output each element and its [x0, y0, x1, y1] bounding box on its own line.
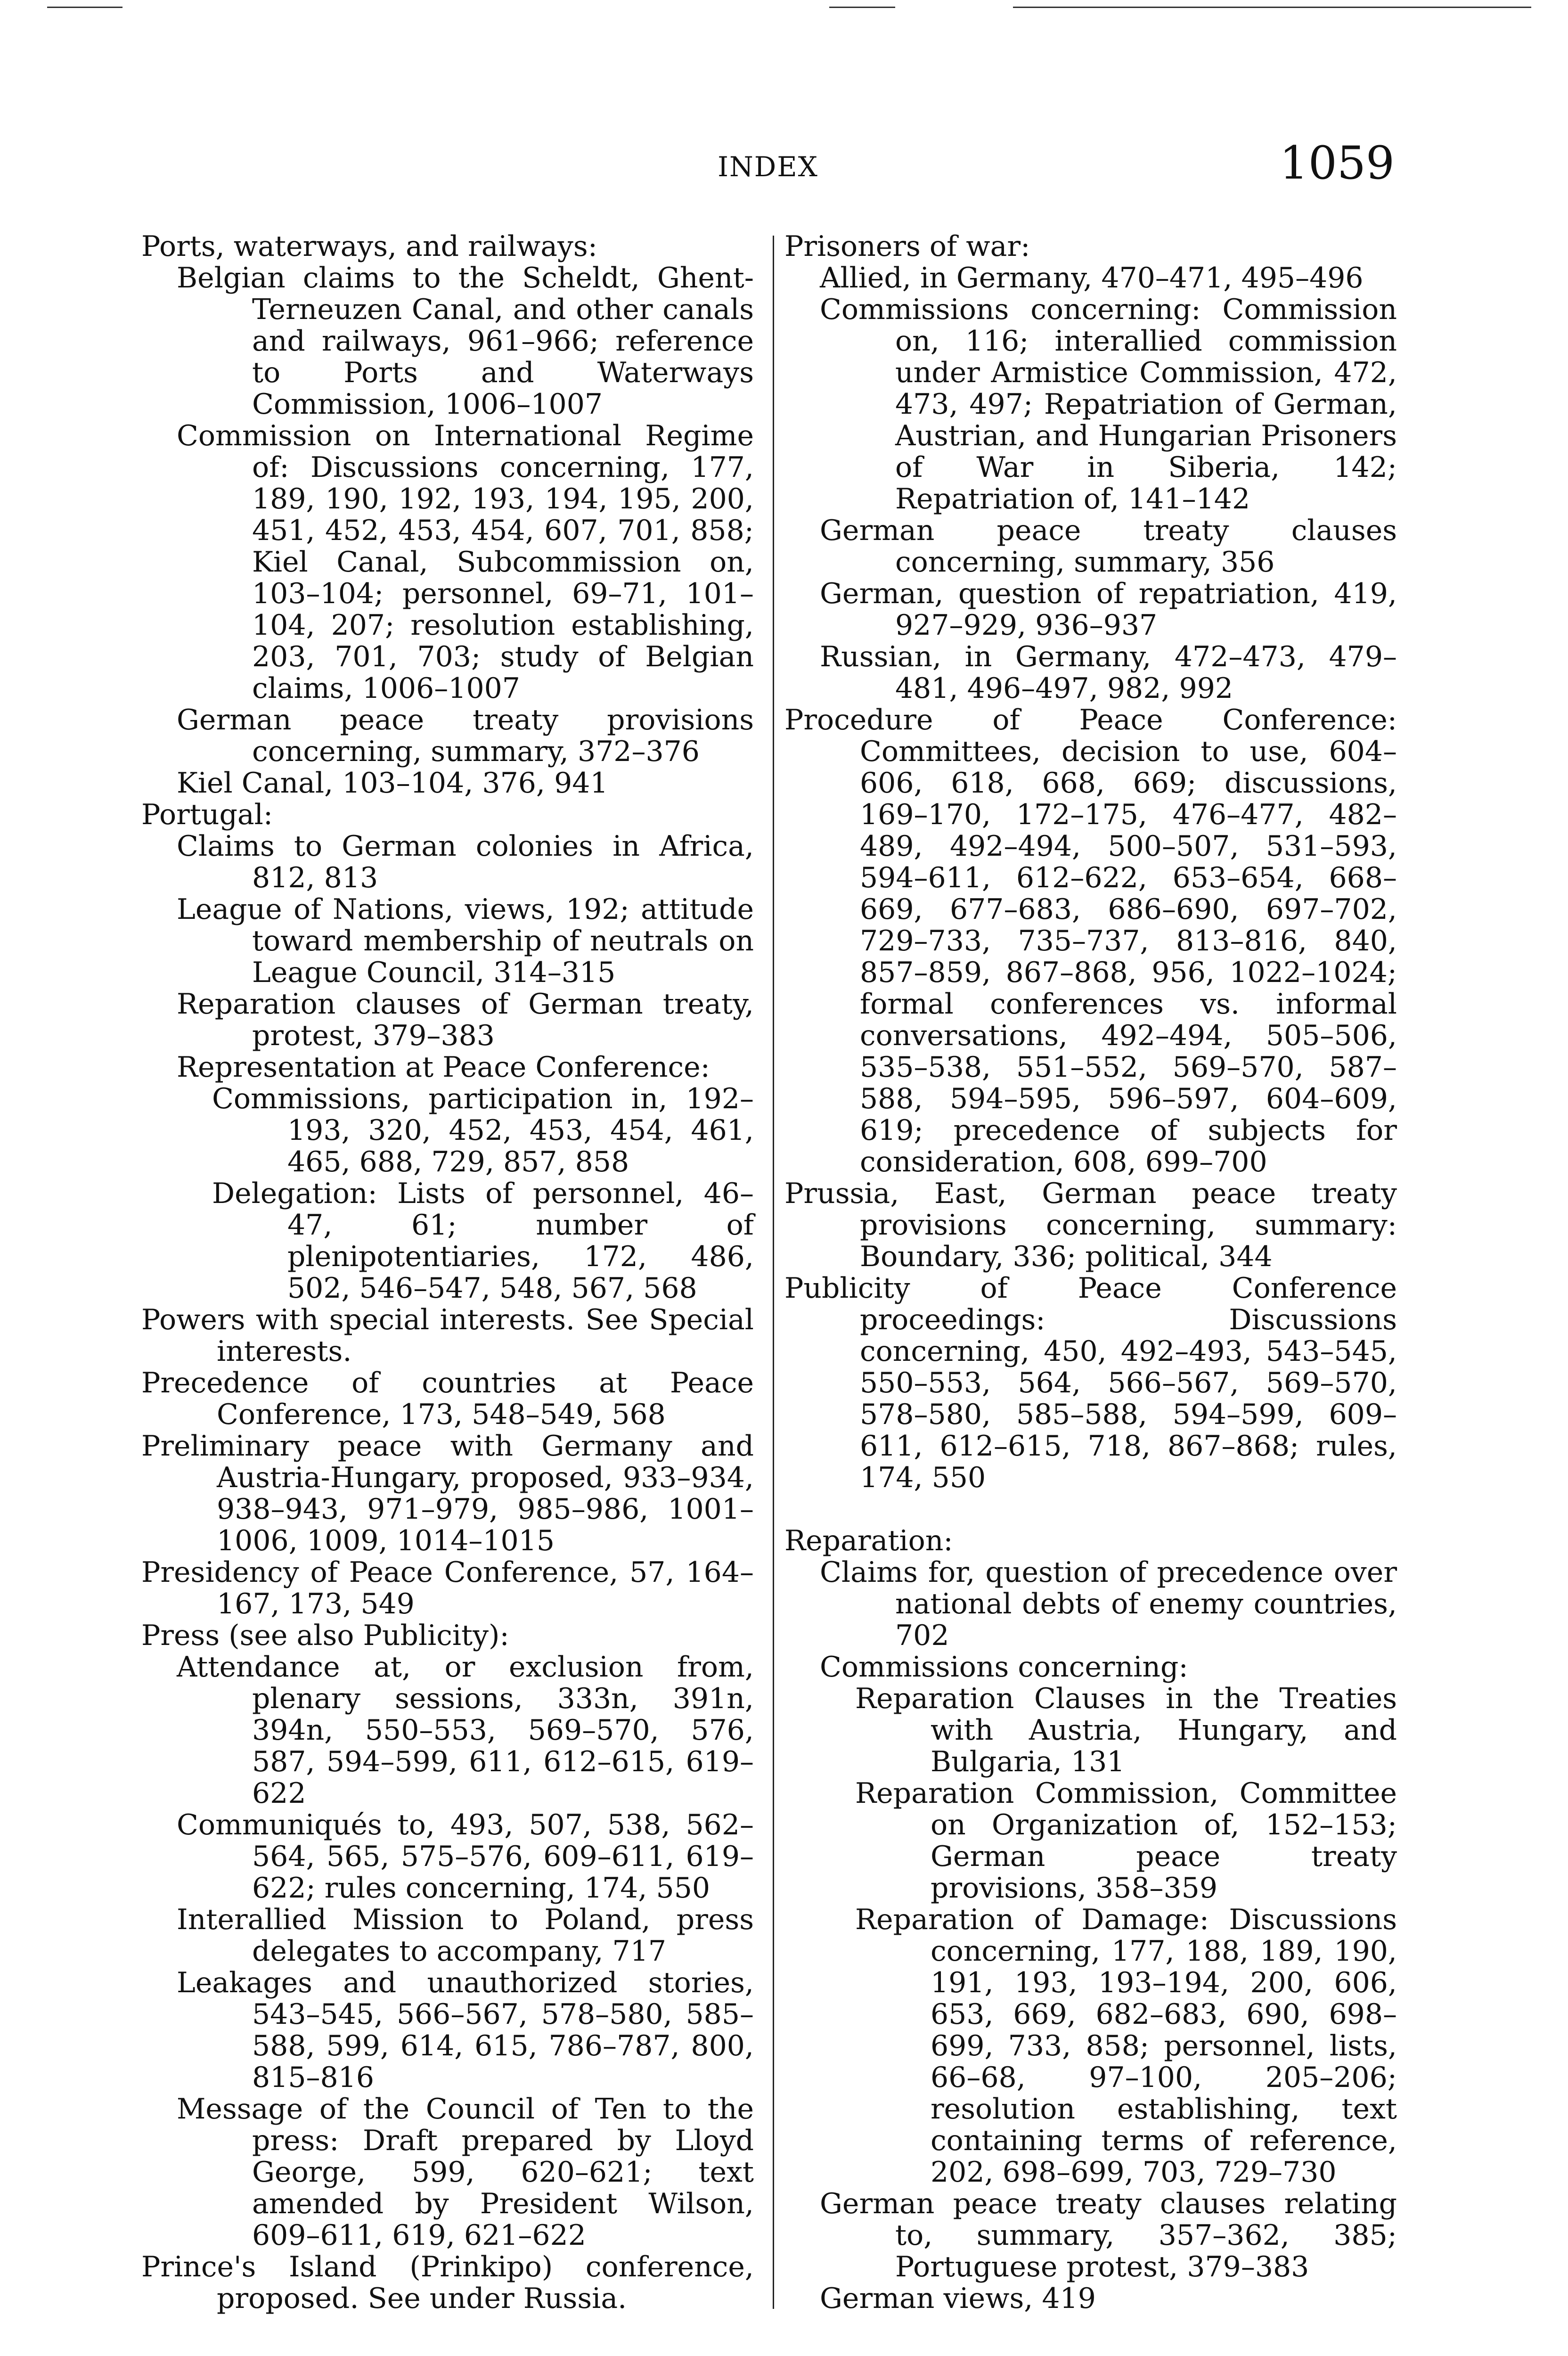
index-subentry: German peace treaty clauses relating to, summary, 357–362, 385; Portuguese protest, 379–383 [820, 2187, 1397, 2283]
column-divider [773, 236, 774, 2309]
index-subentry: Reparation of Damage: Discussions concerning, 177, 188, 189, 190, 191, 193, 193–194, 200, 606, 653, 669, 682–683, 690, 698–699, 733, 858; personnel, lists, 66–68, 97–100, 205–206; resolution establishing, text containing terms of reference, 202, 698–699, 703, 729–730 [855, 1903, 1397, 2189]
index-heading: Portugal: [141, 798, 273, 831]
index-heading: Reparation: [784, 1524, 953, 1557]
index-subentry: Kiel Canal, 103–104, 376, 941 [177, 767, 608, 800]
left-column [141, 231, 754, 2315]
index-subentry: German views, 419 [820, 2282, 1096, 2315]
index-subentry: Russian, in Germany, 472–473, 479–481, 496–497, 982, 992 [820, 640, 1397, 705]
index-subentry: Claims for, question of precedence over national debts of enemy countries, 702 [820, 1556, 1397, 1652]
index-heading: Press (see also Publicity): [141, 1619, 509, 1652]
index-subentry: Reparation Clauses in the Treaties with Austria, Hungary, and Bulgaria, 131 [855, 1682, 1397, 1778]
entry-gap [784, 1494, 1397, 1525]
index-heading: Prussia, East, German peace treaty provisions concerning, summary: Boundary, 336; political, 344 [784, 1177, 1397, 1273]
index-heading: Presidency of Peace Conference, 57, 164–167, 173, 549 [141, 1556, 754, 1620]
index-subentry: German, question of repatriation, 419, 927–929, 936–937 [820, 577, 1397, 642]
running-header [141, 137, 1395, 203]
index-subentry: Leakages and unauthorized stories, 543–545, 566–567, 578–580, 585–588, 599, 614, 615, 786–787, 800, 815–816 [177, 1966, 754, 2094]
index-subentry: Commissions, participation in, 192–193, 320, 452, 453, 454, 461, 465, 688, 729, 857, 858 [212, 1082, 754, 1178]
index-heading: Precedence of countries at Peace Conference, 173, 548–549, 568 [141, 1366, 754, 1431]
index-heading: Powers with special interests. See Special interests. [141, 1303, 754, 1368]
index-subentry: Belgian claims to the Scheldt, Ghent-Terneuzen Canal, and other canals and railways, 961–966; reference to Ports and Waterways Commission, 1006–1007 [177, 262, 754, 421]
index-subentry: League of Nations, views, 192; attitude toward membership of neutrals on League Council, 314–315 [177, 893, 754, 989]
index-subentry: Commissions concerning: Commission on, 116; interallied commission under Armistice Commission, 472, 473, 497; Repatriation of German, Austrian, and Hungarian Prisoners of War in Siberia, 142; Repatriation of, 141–142 [820, 293, 1397, 515]
index-heading: Prisoners of war: [784, 230, 1030, 263]
index-subentry: German peace treaty provisions concerning, summary, 372–376 [177, 704, 754, 768]
index-heading: Publicity of Peace Conference proceedings: Discussions concerning, 450, 492–493, 543–545, 550–553, 564, 566–567, 569–570, 578–580, 585–588, 594–599, 609–611, 612–615, 718, 867–868; rules, 174, 550 [784, 1272, 1397, 1494]
index-subentry: Message of the Council of Ten to the press: Draft prepared by Lloyd George, 599, 620–621; text amended by President Wilson, 609–611, 619, 621–622 [177, 2093, 754, 2252]
index-heading: Prince's Island (Prinkipo) conference, proposed. See under Russia. [141, 2250, 754, 2315]
page-title: INDEX [718, 151, 818, 183]
index-heading: Procedure of Peace Conference: Committees, decision to use, 604–606, 618, 668, 669; discussions, 169–170, 172–175, 476–477, 482–489, 492–494, 500–507, 531–593, 594–611, 612–622, 653–654, 668–669, 677–683, 686–690, 697–702, 729–733, 735–737, 813–816, 840, 857–859, 867–868, 956, 1022–1024; formal conferences vs. informal conversations, 492–494, 505–506, 535–538, 551–552, 569–570, 587–588, 594–595, 596–597, 604–609, 619; precedence of subjects for consideration, 608, 699–700 [784, 704, 1397, 1178]
index-subentry: Claims to German colonies in Africa, 812, 813 [177, 830, 754, 894]
index-subentry: Attendance at, or exclusion from, plenary sessions, 333n, 391n, 394n, 550–553, 569–570, 576, 587, 594–599, 611, 612–615, 619–622 [177, 1651, 754, 1810]
index-heading: Ports, waterways, and railways: [141, 230, 597, 263]
index-heading: Preliminary peace with Germany and Austria-Hungary, proposed, 933–934, 938–943, 971–979, 985–986, 1001–1006, 1009, 1014–1015 [141, 1430, 754, 1557]
page-number: 1059 [1279, 137, 1395, 189]
right-column [784, 231, 1397, 2315]
top-rule [47, 7, 122, 8]
index-subentry: Communiqués to, 493, 507, 538, 562–564, 565, 575–576, 609–611, 619–622; rules concerning, 174, 550 [177, 1808, 754, 1905]
top-rule [829, 7, 895, 8]
index-subentry: Reparation Commission, Committee on Organization of, 152–153; German peace treaty provisions, 358–359 [855, 1777, 1397, 1905]
index-subentry: Representation at Peace Conference: [177, 1051, 710, 1084]
index-subentry: Delegation: Lists of personnel, 46–47, 61; number of plenipotentiaries, 172, 486, 502, 546–547, 548, 567, 568 [212, 1177, 754, 1305]
index-subentry: Allied, in Germany, 470–471, 495–496 [820, 262, 1364, 294]
index-subentry: Interallied Mission to Poland, press delegates to accompany, 717 [177, 1903, 754, 1968]
index-subentry: Commission on International Regime of: Discussions concerning, 177, 189, 190, 192, 193, 194, 195, 200, 451, 452, 453, 454, 607, 701, 858; Kiel Canal, Subcommission on, 103–104; personnel, 69–71, 101–104, 207; resolution establishing, 203, 701, 703; study of Belgian claims, 1006–1007 [177, 419, 754, 705]
top-rule [1013, 7, 1531, 8]
index-subentry: Reparation clauses of German treaty, protest, 379–383 [177, 988, 754, 1052]
index-subentry: German peace treaty clauses concerning, summary, 356 [820, 514, 1397, 579]
index-subentry: Commissions concerning: [820, 1651, 1188, 1684]
